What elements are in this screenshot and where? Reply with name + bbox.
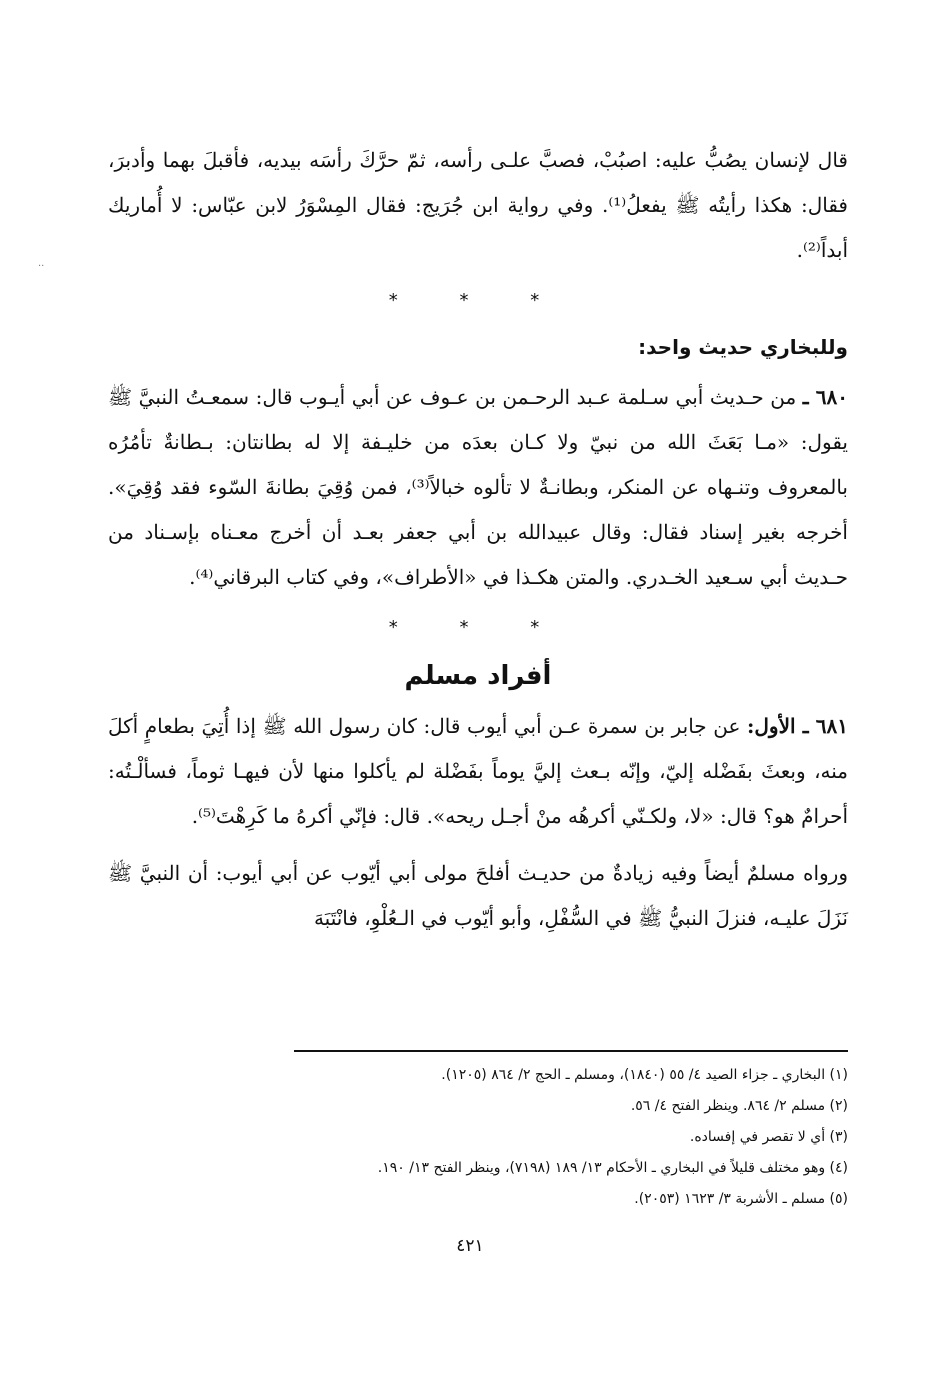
margin-mark: ..: [38, 258, 45, 269]
subheading-bukhari: وللبخاري حديث واحد:: [638, 335, 848, 359]
hadith-680-number: ٦٨٠ ـ: [802, 385, 849, 409]
section-title: أفراد مسلم: [404, 661, 552, 691]
footnote-3: (٣) أي لا تقصر في إفساده.: [689, 1129, 848, 1145]
footnote-divider: [294, 1050, 848, 1052]
page-number: ٤٢١: [456, 1236, 484, 1256]
section-separator: * * *: [388, 617, 568, 638]
hadith-681: [108, 704, 848, 839]
footnote-2: (٢) مسلم ٢/ ٨٦٤. وينظر الفتح ٤/ ٥٦.: [630, 1098, 848, 1114]
footnote-4: (٤) وهو مختلف قليلاً في البخاري ـ الأحكام ١٣/ ١٨٩ (٧١٩٨)، وينظر الفتح ١٣/ ١٩٠.: [377, 1160, 848, 1176]
footnote-1: (١) البخاري ـ جزاء الصيد ٤/ ٥٥ (١٨٤٠)، ومسلم ـ الحج ٢/ ٨٦٤ (١٢٠٥).: [441, 1067, 848, 1083]
hadith-681-text: عن جابر بن سمرة عـن أبي أيوب قال: كان رسول الله ﷺ إذا أُتِيَ بطعامٍ أكلَ منه، وبعثَ بفَضْله إليّ، وإنّه بـعث إليَّ يوماً بفَضْلة لم يأكلوا منها لأن فيهـا ثوماً، فسألْـتُه: أحرامٌ هو؟ قال: «لا، ولكـنّي أكرهُه منْ أجـل ريحه». قال: فإنّي أكرهُ ما كَرِهْتَ⁽⁵⁾.: [108, 714, 848, 828]
paragraph-continuation: قال لإنسان يصُبُّ عليه: اصبُبْ، فصبَّ علـى رأسه، ثمّ حرَّكَ رأسَه بيديه، فأقبلَ بهما وأدبرَ، فقال: هكذا رأيتُه ﷺ يفعلُ⁽¹⁾. وفي رواية ابن جُرَيج: فقال المِسْوَرُ لابن عبّاس: لا أُماريك أبداً⁽²⁾.: [108, 148, 848, 262]
footnote-5: (٥) مسلم ـ الأشربة ٣/ ١٦٢٣ (٢٠٥٣).: [634, 1191, 848, 1207]
paragraph-muslim-narration: ورواه مسلمٌ أيضاً وفيه زيادةٌ من حديـث أفلحَ مولى أبي أيّوب عن أبي أيوب: أن النبيَّ ﷺ نَزَلَ عليـه، فنزلَ النبيُّ ﷺ في السُّفْلِ، وأبو أيّوب في الـعُلْوِ، فانْتَبَهَ: [108, 861, 848, 930]
hadith-680: [108, 375, 848, 600]
hadith-681-number: ٦٨١ ـ الأول:: [747, 714, 849, 738]
page-body: [108, 138, 848, 941]
footnotes: [108, 1060, 848, 1215]
section-separator: * * *: [388, 290, 568, 311]
hadith-680-text: من حـديث أبي سـلمة عـبد الرحـمن بن عـوف عن أبي أيـوب قال: سمعـتُ النبيَّ ﷺ يقول: «مـا بَعَثَ الله من نبيّ ولا كـان بعدَه من خليـفة إلا له بطانتان: بـطانةٌ تأمُرُه بالمعروف وتنـهاه عن المنكر، وبطانـةٌ لا تألوه خبالاً⁽³⁾، فمن وُقِيَ بطانةَ السّوء فقد وُقِيَ». أخرجه بغير إسناد فقال: وقال عبيدالله بن أبي جعفر بعـد أن أخرج معـناه بإسـناد من حـديث أبي سـعيد الخـدري. والمتن هكـذا في «الأطراف»، وفي كتاب البرقاني⁽⁴⁾.: [108, 385, 848, 589]
